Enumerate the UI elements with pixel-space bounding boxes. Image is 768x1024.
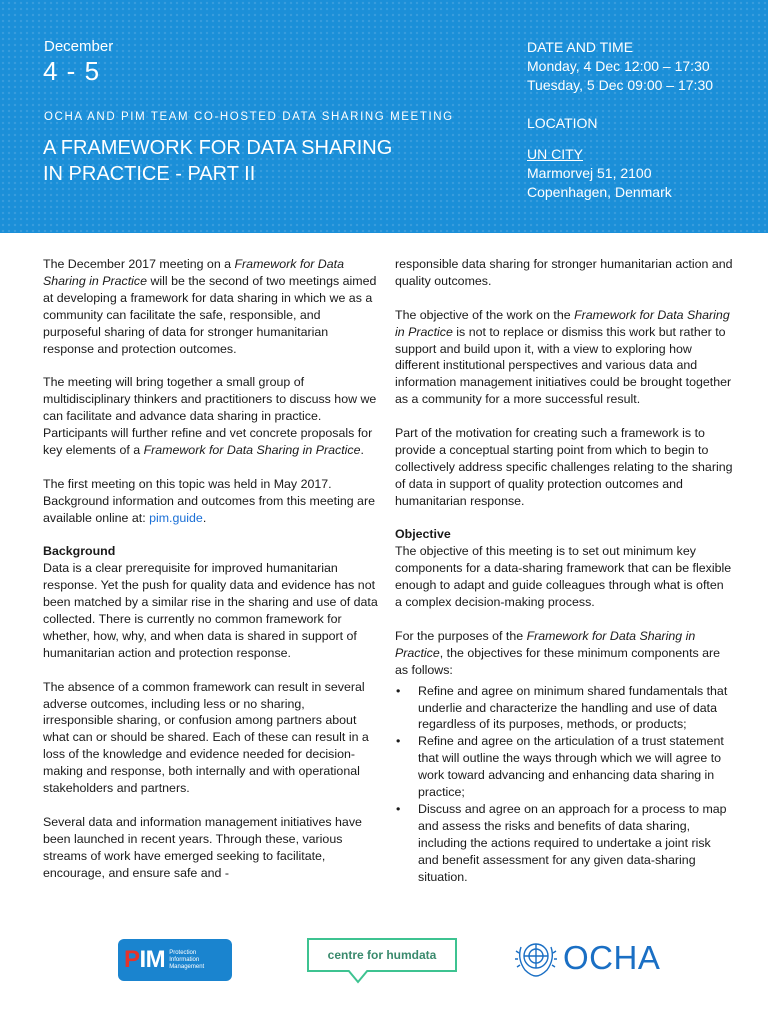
title-line-1: A FRAMEWORK FOR DATA SHARING — [43, 137, 393, 159]
intro-paragraph: The December 2017 meeting on a Framework for Data Sharing in Practice will be the second of two meetings aimed at developing a framework for data sharing in which we as a community can facilitate the safe, responsible, and purposeful sharing of data for stronger humanitarian response and protection outcomes. — [43, 257, 377, 356]
location-city-link[interactable]: UN CITY — [527, 146, 583, 162]
speech-bubble-tail-icon — [347, 970, 369, 984]
address-line-1: Marmorvej 51, 2100 — [527, 165, 652, 181]
footer-logos — [0, 930, 768, 990]
page-title — [43, 135, 483, 187]
date-line-1: Monday, 4 Dec 12:00 – 17:30 — [527, 58, 710, 74]
first-meeting-paragraph: The first meeting on this topic was held in May 2017. Background information and outcomes from this meeting are available online at: pim.guide. — [43, 476, 375, 525]
continued-paragraph: responsible data sharing for stronger humanitarian action and quality outcomes. — [395, 257, 733, 288]
pim-logo — [118, 939, 232, 981]
title-line-2: IN PRACTICE - PART II — [43, 163, 256, 185]
header-banner — [0, 0, 768, 233]
ocha-wordmark: OCHA — [563, 939, 661, 976]
list-item: • Refine and agree on minimum shared fundamentals that underlie and characterize the handling and use of data regardless of its purposes, methods, or products; — [396, 683, 728, 732]
address-line-2: Copenhagen, Denmark — [527, 184, 672, 200]
humdata-logo: centre for humdata — [307, 938, 457, 972]
bullet-icon: • — [396, 801, 401, 816]
right-column — [395, 256, 733, 885]
location-heading: LOCATION — [527, 115, 598, 131]
pim-logo-mark: PIM — [124, 946, 166, 973]
bullet-icon: • — [396, 683, 401, 698]
pim-guide-link[interactable]: pim.guide — [149, 510, 203, 525]
ocha-logo — [513, 935, 660, 981]
left-column — [43, 256, 378, 898]
pim-logo-text: Protection Information Management — [169, 949, 205, 970]
list-item: • Discuss and agree on an approach for a process to map and assess the risks and benefits of data sharing, including the actions required to undertake a joint risk and benefit assessment for any given data-sharing situation. — [396, 801, 727, 884]
initiatives-paragraph: Several data and information management initiatives have been launched in recent years. Through these, various streams of work have emerged seeking to facilitate, encourage, and ensure safe and - — [43, 814, 362, 880]
objective-section: Objective The objective of this meeting is to set out minimum key components for a data-sharing framework that can be flexible enough to adapt and guide colleagues through what is often a complex decision-making process. — [395, 527, 732, 610]
objective-heading: Objective — [395, 527, 451, 542]
absence-paragraph: The absence of a common framework can result in several adverse outcomes, including less or no sharing, irresponsible sharing, or confusion among partners about what can or should be shared. Each of these can result in a loss of the knowledge and evidence needed for decision-making and response, both internally and with operational stakeholders and partners. — [43, 679, 369, 796]
objective-work-paragraph: The objective of the work on the Framework for Data Sharing in Practice is not to replace or dismiss this work but rather to support and build upon it, with a view to exploring how different institutional perspectives and various data and information management initiatives could be brought together as a community for a more successful result. — [395, 307, 732, 407]
background-section: Background Data is a clear prerequisite for improved humanitarian response. Yet the push for quality data and evidence has not been matched by a similar rise in the sharing and use of data collected. There is currently no common framework for whether, how, why, and when data is shared in support of humanitarian action and protection response. — [43, 544, 378, 660]
event-days: 4 - 5 — [43, 56, 101, 86]
un-emblem-icon — [513, 935, 559, 981]
cohost-subtitle: OCHA AND PIM TEAM CO-HOSTED DATA SHARING MEETING — [44, 111, 454, 123]
date-line-2: Tuesday, 5 Dec 09:00 – 17:30 — [527, 77, 714, 93]
meeting-paragraph: The meeting will bring together a small group of multidisciplinary thinkers and practitioners to discuss how we can facilitate and advance data sharing in practice. Participants will further refine and vet concrete proposals for key elements of a Framework for Data Sharing in Practice. — [43, 375, 377, 457]
date-heading: DATE AND TIME — [527, 39, 634, 55]
event-info — [527, 38, 713, 202]
objectives-list — [395, 683, 733, 886]
motivation-paragraph: Part of the motivation for creating such a framework is to provide a conceptual starting point from which to begin to collectively address specific challenges relating to the sharing of data in support of quality protection outcomes and humanitarian response. — [395, 426, 733, 508]
background-heading: Background — [43, 544, 116, 559]
list-item: • Refine and agree on the articulation of a trust statement that will outline the ways through which we will agree to work toward advancing and enhancing data sharing in practice; — [396, 734, 724, 800]
bullet-icon: • — [396, 734, 401, 749]
purposes-paragraph: For the purposes of the Framework for Data Sharing in Practice, the objectives for these minimum components are as follows: — [395, 628, 721, 677]
event-month: December — [44, 38, 114, 55]
